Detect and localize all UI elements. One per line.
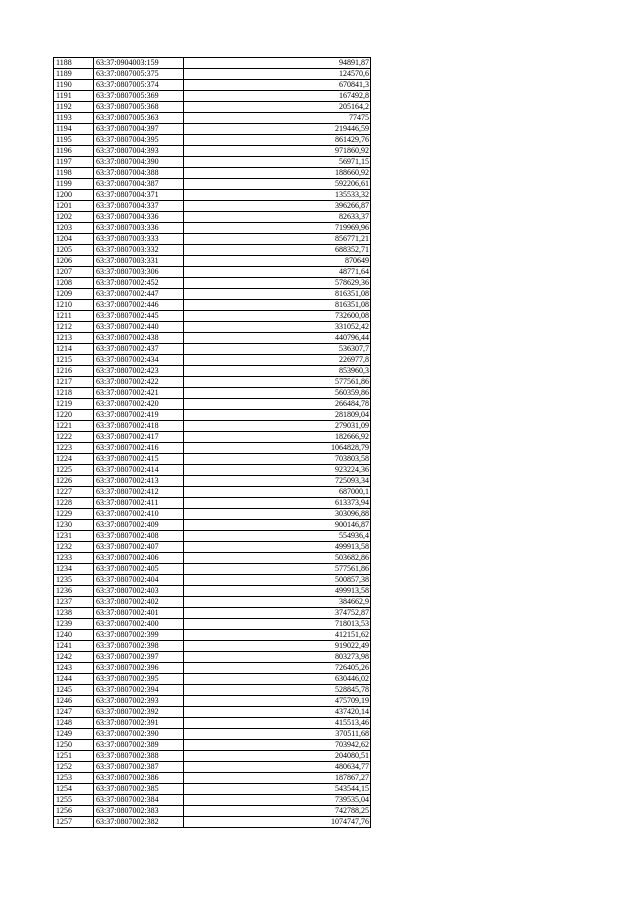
table-body [54, 58, 371, 828]
cadastral-number-cell: 63:37:0807005:375 [94, 69, 184, 80]
cadastral-number-cell: 63:37:0807003:332 [94, 245, 184, 256]
table-row [54, 443, 371, 454]
row-number-cell: 1192 [54, 102, 94, 113]
value-cell: 374752,87 [184, 608, 371, 619]
row-number-cell: 1220 [54, 410, 94, 421]
cadastral-number-cell: 63:37:0807005:374 [94, 80, 184, 91]
cadastral-number-cell: 63:37:0807003:336 [94, 223, 184, 234]
value-cell: 281809,04 [184, 410, 371, 421]
value-cell: 94891,87 [184, 58, 371, 69]
table-row [54, 113, 371, 124]
cadastral-number-cell: 63:37:0807002:419 [94, 410, 184, 421]
table-row [54, 102, 371, 113]
value-cell: 688352,71 [184, 245, 371, 256]
cadastral-number-cell: 63:37:0807005:363 [94, 113, 184, 124]
table-row [54, 278, 371, 289]
cadastral-number-cell: 63:37:0807002:440 [94, 322, 184, 333]
table-row [54, 388, 371, 399]
value-cell: 77475 [184, 113, 371, 124]
value-cell: 56971,15 [184, 157, 371, 168]
cadastral-number-cell: 63:37:0807002:399 [94, 630, 184, 641]
cadastral-number-cell: 63:37:0807002:396 [94, 663, 184, 674]
value-cell: 204080,51 [184, 751, 371, 762]
row-number-cell: 1233 [54, 553, 94, 564]
row-number-cell: 1243 [54, 663, 94, 674]
row-number-cell: 1206 [54, 256, 94, 267]
cadastral-number-cell: 63:37:0807004:387 [94, 179, 184, 190]
value-cell: 923224,36 [184, 465, 371, 476]
table-row [54, 80, 371, 91]
row-number-cell: 1213 [54, 333, 94, 344]
row-number-cell: 1197 [54, 157, 94, 168]
cadastral-number-cell: 63:37:0807002:395 [94, 674, 184, 685]
table-row [54, 520, 371, 531]
cadastral-number-cell: 63:37:0807002:438 [94, 333, 184, 344]
value-cell: 499913,58 [184, 542, 371, 553]
cadastral-number-cell: 63:37:0807002:387 [94, 762, 184, 773]
cadastral-number-cell: 63:37:0904003:159 [94, 58, 184, 69]
table-row [54, 729, 371, 740]
row-number-cell: 1217 [54, 377, 94, 388]
value-cell: 732600,08 [184, 311, 371, 322]
value-cell: 396266,87 [184, 201, 371, 212]
row-number-cell: 1208 [54, 278, 94, 289]
row-number-cell: 1245 [54, 685, 94, 696]
row-number-cell: 1244 [54, 674, 94, 685]
value-cell: 266484,78 [184, 399, 371, 410]
table-row [54, 267, 371, 278]
row-number-cell: 1255 [54, 795, 94, 806]
table-row [54, 575, 371, 586]
value-cell: 187867,27 [184, 773, 371, 784]
table-row [54, 135, 371, 146]
table-row [54, 685, 371, 696]
table-row [54, 608, 371, 619]
value-cell: 415513,46 [184, 718, 371, 729]
value-cell: 739535,04 [184, 795, 371, 806]
row-number-cell: 1193 [54, 113, 94, 124]
cadastral-number-cell: 63:37:0807002:421 [94, 388, 184, 399]
table-row [54, 553, 371, 564]
value-cell: 919022,49 [184, 641, 371, 652]
cadastral-number-cell: 63:37:0807002:394 [94, 685, 184, 696]
cadastral-number-cell: 63:37:0807002:388 [94, 751, 184, 762]
cadastral-number-cell: 63:37:0807002:384 [94, 795, 184, 806]
table-row [54, 498, 371, 509]
cadastral-number-cell: 63:37:0807003:306 [94, 267, 184, 278]
value-cell: 726405,26 [184, 663, 371, 674]
row-number-cell: 1210 [54, 300, 94, 311]
row-number-cell: 1232 [54, 542, 94, 553]
cadastral-number-cell: 63:37:0807002:413 [94, 476, 184, 487]
cadastral-number-cell: 63:37:0807002:390 [94, 729, 184, 740]
cadastral-number-cell: 63:37:0807004:397 [94, 124, 184, 135]
row-number-cell: 1211 [54, 311, 94, 322]
cadastral-number-cell: 63:37:0807002:418 [94, 421, 184, 432]
value-cell: 124570,6 [184, 69, 371, 80]
row-number-cell: 1196 [54, 146, 94, 157]
cadastral-number-cell: 63:37:0807002:409 [94, 520, 184, 531]
value-cell: 578629,36 [184, 278, 371, 289]
cadastral-number-cell: 63:37:0807002:452 [94, 278, 184, 289]
row-number-cell: 1250 [54, 740, 94, 751]
table-row [54, 487, 371, 498]
table-row [54, 806, 371, 817]
value-cell: 560359,86 [184, 388, 371, 399]
row-number-cell: 1254 [54, 784, 94, 795]
value-cell: 182666,92 [184, 432, 371, 443]
value-cell: 1074747,76 [184, 817, 371, 828]
cadastral-number-cell: 63:37:0807002:401 [94, 608, 184, 619]
value-cell: 279031,09 [184, 421, 371, 432]
value-cell: 670841,3 [184, 80, 371, 91]
value-cell: 703942,62 [184, 740, 371, 751]
cadastral-number-cell: 63:37:0807002:383 [94, 806, 184, 817]
value-cell: 48771,64 [184, 267, 371, 278]
table-row [54, 509, 371, 520]
cadastral-number-cell: 63:37:0807002:415 [94, 454, 184, 465]
table-row [54, 190, 371, 201]
row-number-cell: 1225 [54, 465, 94, 476]
row-number-cell: 1226 [54, 476, 94, 487]
table-row [54, 641, 371, 652]
table-row [54, 245, 371, 256]
value-cell: 440796,44 [184, 333, 371, 344]
cadastral-number-cell: 63:37:0807002:397 [94, 652, 184, 663]
cadastral-number-cell: 63:37:0807002:382 [94, 817, 184, 828]
table-row [54, 564, 371, 575]
row-number-cell: 1195 [54, 135, 94, 146]
cadastral-number-cell: 63:37:0807002:414 [94, 465, 184, 476]
row-number-cell: 1221 [54, 421, 94, 432]
table-row [54, 157, 371, 168]
value-cell: 303096,88 [184, 509, 371, 520]
value-cell: 687000,1 [184, 487, 371, 498]
cadastral-number-cell: 63:37:0807002:434 [94, 355, 184, 366]
row-number-cell: 1239 [54, 619, 94, 630]
table-row [54, 432, 371, 443]
table-row [54, 465, 371, 476]
value-cell: 528845,78 [184, 685, 371, 696]
table-row [54, 531, 371, 542]
table-row [54, 322, 371, 333]
value-cell: 725093,34 [184, 476, 371, 487]
row-number-cell: 1241 [54, 641, 94, 652]
value-cell: 577561,86 [184, 564, 371, 575]
row-number-cell: 1238 [54, 608, 94, 619]
row-number-cell: 1248 [54, 718, 94, 729]
cadastral-number-cell: 63:37:0807002:392 [94, 707, 184, 718]
value-cell: 592206,61 [184, 179, 371, 190]
row-number-cell: 1246 [54, 696, 94, 707]
table-row [54, 289, 371, 300]
cadastral-number-cell: 63:37:0807002:389 [94, 740, 184, 751]
table-row [54, 773, 371, 784]
row-number-cell: 1234 [54, 564, 94, 575]
value-cell: 742788,25 [184, 806, 371, 817]
value-cell: 437420,14 [184, 707, 371, 718]
cadastral-number-cell: 63:37:0807002:405 [94, 564, 184, 575]
cadastral-number-cell: 63:37:0807004:390 [94, 157, 184, 168]
row-number-cell: 1215 [54, 355, 94, 366]
table-row [54, 619, 371, 630]
row-number-cell: 1223 [54, 443, 94, 454]
cadastral-number-cell: 63:37:0807003:333 [94, 234, 184, 245]
table-row [54, 784, 371, 795]
table-row [54, 652, 371, 663]
row-number-cell: 1218 [54, 388, 94, 399]
cadastral-number-cell: 63:37:0807002:445 [94, 311, 184, 322]
value-cell: 577561,86 [184, 377, 371, 388]
row-number-cell: 1212 [54, 322, 94, 333]
cadastral-number-cell: 63:37:0807005:369 [94, 91, 184, 102]
cadastral-number-cell: 63:37:0807002:404 [94, 575, 184, 586]
cadastral-number-cell: 63:37:0807002:400 [94, 619, 184, 630]
table-row [54, 630, 371, 641]
cadastral-number-cell: 63:37:0807002:417 [94, 432, 184, 443]
cadastral-number-cell: 63:37:0807004:395 [94, 135, 184, 146]
table-row [54, 751, 371, 762]
row-number-cell: 1202 [54, 212, 94, 223]
cadastral-number-cell: 63:37:0807002:406 [94, 553, 184, 564]
table-row [54, 124, 371, 135]
value-cell: 543544,15 [184, 784, 371, 795]
value-cell: 630446,02 [184, 674, 371, 685]
cadastral-number-cell: 63:37:0807002:412 [94, 487, 184, 498]
row-number-cell: 1216 [54, 366, 94, 377]
table-row [54, 168, 371, 179]
row-number-cell: 1200 [54, 190, 94, 201]
cadastral-number-cell: 63:37:0807002:423 [94, 366, 184, 377]
value-cell: 226977,8 [184, 355, 371, 366]
table-row [54, 762, 371, 773]
table-row [54, 344, 371, 355]
row-number-cell: 1230 [54, 520, 94, 531]
row-number-cell: 1205 [54, 245, 94, 256]
cadastral-number-cell: 63:37:0807002:410 [94, 509, 184, 520]
table-row [54, 377, 371, 388]
table-row [54, 476, 371, 487]
table-row [54, 69, 371, 80]
value-cell: 971860,92 [184, 146, 371, 157]
value-cell: 219446,59 [184, 124, 371, 135]
cadastral-number-cell: 63:37:0807002:402 [94, 597, 184, 608]
cadastral-number-cell: 63:37:0807004:336 [94, 212, 184, 223]
table-row [54, 663, 371, 674]
table-row [54, 674, 371, 685]
value-cell: 135533,32 [184, 190, 371, 201]
row-number-cell: 1209 [54, 289, 94, 300]
value-cell: 499913,58 [184, 586, 371, 597]
table-row [54, 212, 371, 223]
table-row [54, 740, 371, 751]
cadastral-number-cell: 63:37:0807005:368 [94, 102, 184, 113]
cadastral-number-cell: 63:37:0807004:337 [94, 201, 184, 212]
cadastral-number-cell: 63:37:0807002:447 [94, 289, 184, 300]
value-cell: 803273,98 [184, 652, 371, 663]
value-cell: 861429,76 [184, 135, 371, 146]
value-cell: 870649 [184, 256, 371, 267]
row-number-cell: 1257 [54, 817, 94, 828]
cadastral-number-cell: 63:37:0807002:391 [94, 718, 184, 729]
value-cell: 900146,87 [184, 520, 371, 531]
row-number-cell: 1229 [54, 509, 94, 520]
row-number-cell: 1188 [54, 58, 94, 69]
value-cell: 613373,94 [184, 498, 371, 509]
table-row [54, 542, 371, 553]
table-row [54, 707, 371, 718]
table-row [54, 355, 371, 366]
row-number-cell: 1194 [54, 124, 94, 135]
row-number-cell: 1203 [54, 223, 94, 234]
table-row [54, 311, 371, 322]
value-cell: 856771,21 [184, 234, 371, 245]
table-row [54, 597, 371, 608]
value-cell: 500857,38 [184, 575, 371, 586]
cadastral-number-cell: 63:37:0807002:416 [94, 443, 184, 454]
value-cell: 205164,2 [184, 102, 371, 113]
row-number-cell: 1231 [54, 531, 94, 542]
table-row [54, 795, 371, 806]
value-cell: 536307,7 [184, 344, 371, 355]
cadastral-number-cell: 63:37:0807004:388 [94, 168, 184, 179]
row-number-cell: 1236 [54, 586, 94, 597]
row-number-cell: 1247 [54, 707, 94, 718]
row-number-cell: 1201 [54, 201, 94, 212]
value-cell: 503682,86 [184, 553, 371, 564]
cadastral-number-cell: 63:37:0807002:403 [94, 586, 184, 597]
value-cell: 412151,62 [184, 630, 371, 641]
value-cell: 82633,37 [184, 212, 371, 223]
cadastral-number-cell: 63:37:0807003:331 [94, 256, 184, 267]
row-number-cell: 1228 [54, 498, 94, 509]
row-number-cell: 1214 [54, 344, 94, 355]
value-cell: 475709,19 [184, 696, 371, 707]
row-number-cell: 1252 [54, 762, 94, 773]
value-cell: 188660,92 [184, 168, 371, 179]
cadastral-value-table [53, 57, 371, 828]
cadastral-number-cell: 63:37:0807004:371 [94, 190, 184, 201]
cadastral-number-cell: 63:37:0807002:411 [94, 498, 184, 509]
row-number-cell: 1251 [54, 751, 94, 762]
value-cell: 719969,96 [184, 223, 371, 234]
table-row [54, 146, 371, 157]
table-row [54, 366, 371, 377]
table-row [54, 256, 371, 267]
cadastral-number-cell: 63:37:0807002:407 [94, 542, 184, 553]
row-number-cell: 1222 [54, 432, 94, 443]
table-row [54, 421, 371, 432]
row-number-cell: 1207 [54, 267, 94, 278]
row-number-cell: 1235 [54, 575, 94, 586]
table-row [54, 410, 371, 421]
value-cell: 816351,08 [184, 289, 371, 300]
table-row [54, 234, 371, 245]
cadastral-number-cell: 63:37:0807002:408 [94, 531, 184, 542]
cadastral-number-cell: 63:37:0807002:420 [94, 399, 184, 410]
value-cell: 384662,9 [184, 597, 371, 608]
value-cell: 331052,42 [184, 322, 371, 333]
value-cell: 480634,77 [184, 762, 371, 773]
value-cell: 554936,4 [184, 531, 371, 542]
row-number-cell: 1204 [54, 234, 94, 245]
value-cell: 718013,53 [184, 619, 371, 630]
table-row [54, 300, 371, 311]
table-row [54, 696, 371, 707]
cadastral-number-cell: 63:37:0807002:446 [94, 300, 184, 311]
table-row [54, 454, 371, 465]
table-row [54, 58, 371, 69]
table-row [54, 718, 371, 729]
cadastral-number-cell: 63:37:0807004:393 [94, 146, 184, 157]
table-row [54, 399, 371, 410]
row-number-cell: 1191 [54, 91, 94, 102]
row-number-cell: 1190 [54, 80, 94, 91]
table-row [54, 179, 371, 190]
value-cell: 703803,58 [184, 454, 371, 465]
value-cell: 370511,68 [184, 729, 371, 740]
cadastral-number-cell: 63:37:0807002:386 [94, 773, 184, 784]
table-row [54, 223, 371, 234]
row-number-cell: 1198 [54, 168, 94, 179]
row-number-cell: 1189 [54, 69, 94, 80]
value-cell: 167492,8 [184, 91, 371, 102]
row-number-cell: 1256 [54, 806, 94, 817]
value-cell: 853960,3 [184, 366, 371, 377]
value-cell: 816351,08 [184, 300, 371, 311]
row-number-cell: 1240 [54, 630, 94, 641]
table-row [54, 201, 371, 212]
cadastral-number-cell: 63:37:0807002:385 [94, 784, 184, 795]
row-number-cell: 1199 [54, 179, 94, 190]
cadastral-number-cell: 63:37:0807002:437 [94, 344, 184, 355]
cadastral-number-cell: 63:37:0807002:422 [94, 377, 184, 388]
row-number-cell: 1224 [54, 454, 94, 465]
row-number-cell: 1227 [54, 487, 94, 498]
row-number-cell: 1242 [54, 652, 94, 663]
row-number-cell: 1219 [54, 399, 94, 410]
row-number-cell: 1249 [54, 729, 94, 740]
value-cell: 1064828,79 [184, 443, 371, 454]
table-row [54, 333, 371, 344]
table-row [54, 586, 371, 597]
table-row [54, 91, 371, 102]
table-row [54, 817, 371, 828]
row-number-cell: 1237 [54, 597, 94, 608]
cadastral-number-cell: 63:37:0807002:398 [94, 641, 184, 652]
cadastral-number-cell: 63:37:0807002:393 [94, 696, 184, 707]
row-number-cell: 1253 [54, 773, 94, 784]
